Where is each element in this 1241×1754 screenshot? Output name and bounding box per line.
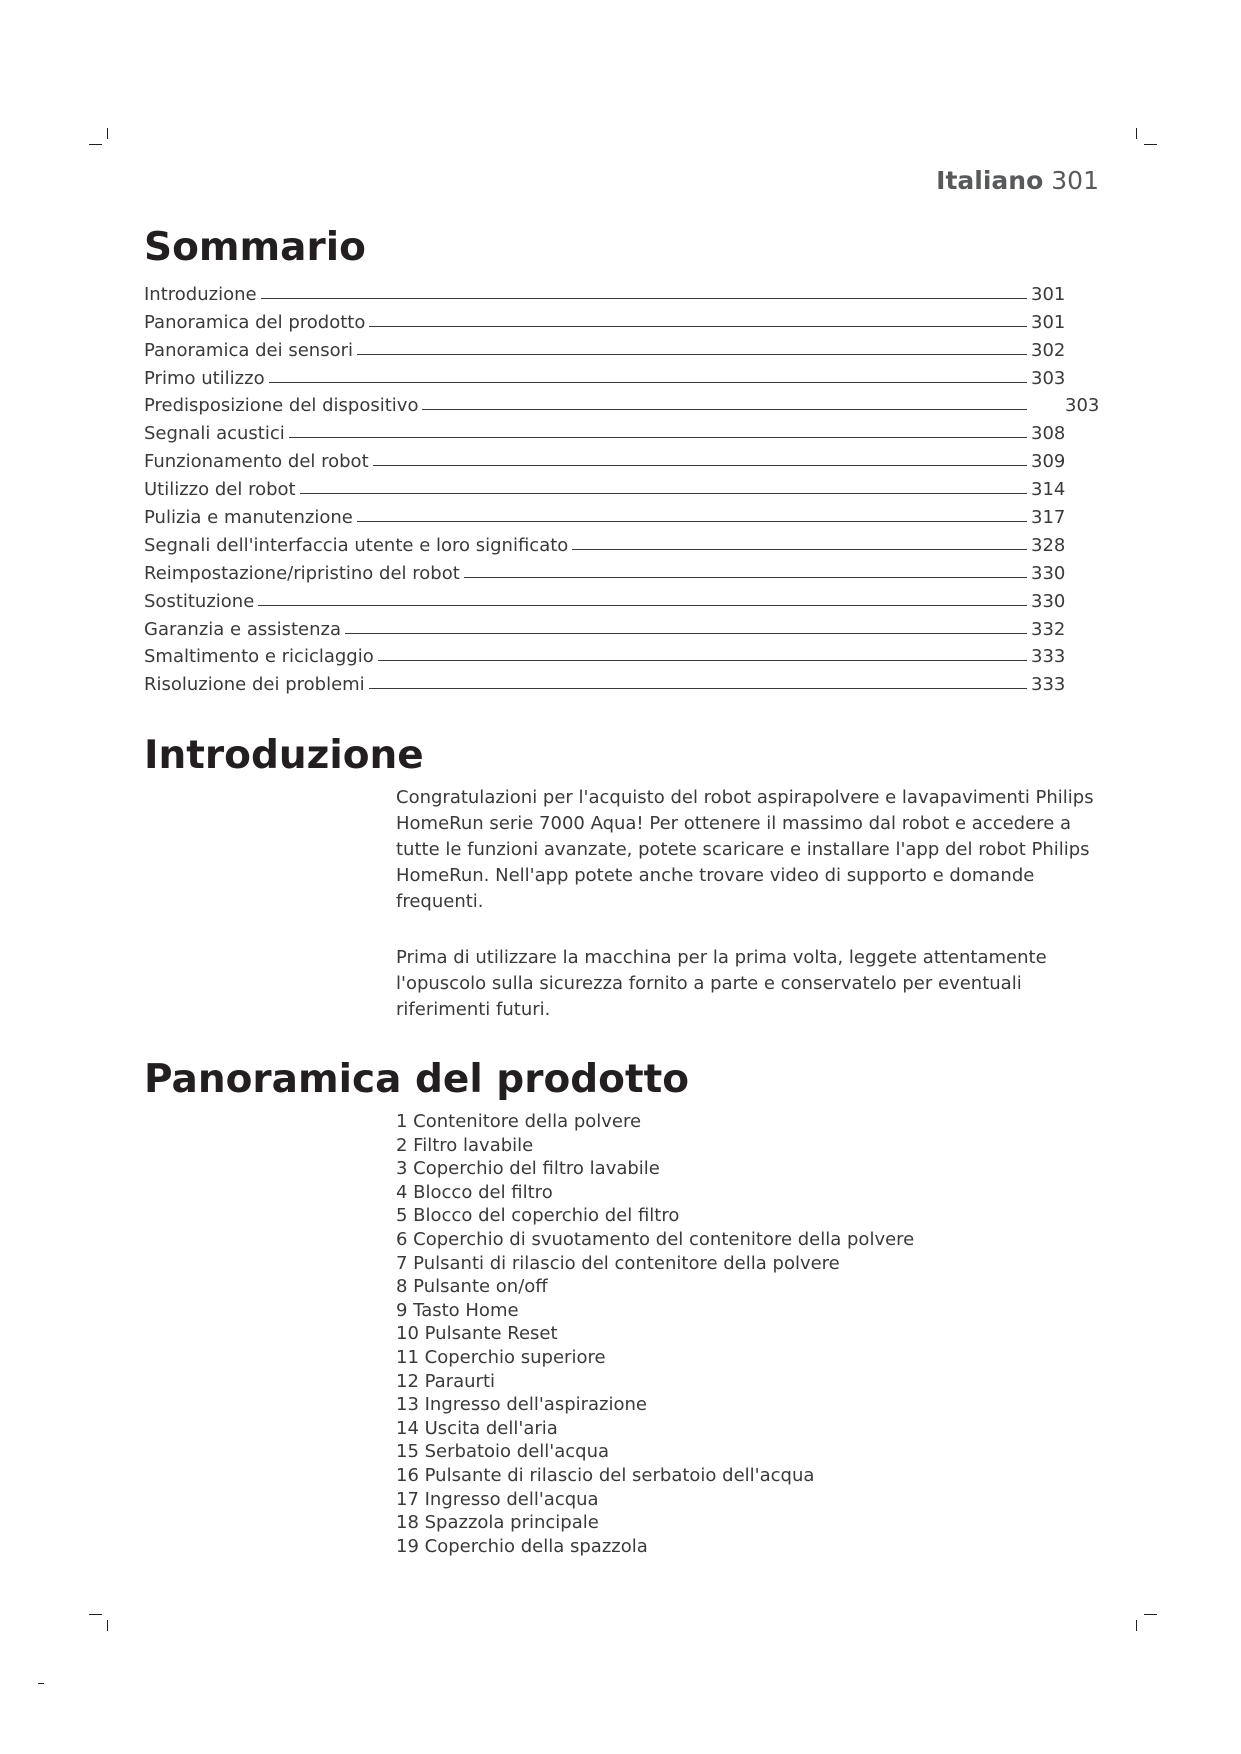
toc-leader-line	[300, 493, 1027, 494]
crop-mark-top-right	[1136, 128, 1137, 139]
toc-leader-line	[345, 633, 1027, 634]
list-item: 8 Pulsante on/off	[396, 1276, 548, 1298]
toc-entry[interactable]	[144, 584, 1069, 612]
intro-title: Introduzione	[144, 733, 424, 778]
toc-entry-page: 328	[1031, 534, 1066, 556]
toc-title: Sommario	[144, 225, 366, 270]
toc-entry-page: 303	[1031, 367, 1066, 389]
toc-entry[interactable]	[144, 667, 1069, 695]
toc-entry-label: Utilizzo del robot	[144, 479, 296, 501]
crop-mark-bottom-left	[107, 1620, 108, 1631]
list-item: 7 Pulsanti di rilascio del contenitore della polvere	[396, 1252, 840, 1274]
toc-entry-page: 333	[1031, 674, 1066, 696]
toc-entry-page: 309	[1031, 451, 1066, 473]
toc-leader-line	[369, 326, 1027, 327]
toc-entry-page: 314	[1031, 479, 1066, 501]
crop-mark-top-right	[1144, 144, 1157, 145]
toc-entry-label: Pulizia e manutenzione	[144, 507, 353, 529]
toc-entry-page: 303	[1065, 395, 1100, 417]
toc-entry[interactable]	[144, 389, 1100, 417]
toc-entry[interactable]	[144, 640, 1069, 668]
toc-entry[interactable]	[144, 612, 1069, 640]
list-item: 4 Blocco del filtro	[396, 1181, 553, 1203]
toc-entry[interactable]	[144, 277, 1069, 305]
crop-mark-bottom-left	[89, 1614, 102, 1615]
toc-entry[interactable]	[144, 472, 1069, 500]
list-item: 19 Coperchio della spazzola	[396, 1535, 648, 1557]
list-item: 9 Tasto Home	[396, 1299, 519, 1321]
toc-entry[interactable]	[144, 556, 1069, 584]
product-parts-list	[396, 1110, 914, 1558]
toc-leader-line	[422, 409, 1027, 410]
toc-leader-line	[378, 660, 1027, 661]
toc-entry-label: Panoramica del prodotto	[144, 311, 366, 333]
toc-entry-label: Introduzione	[144, 283, 257, 305]
list-item: 2 Filtro lavabile	[396, 1134, 534, 1156]
crop-mark-bottom-edge	[38, 1683, 44, 1684]
toc-entry[interactable]	[144, 361, 1069, 389]
list-item: 17 Ingresso dell'acqua	[396, 1488, 599, 1510]
table-of-contents	[144, 277, 1100, 696]
toc-entry-page: 301	[1031, 311, 1066, 333]
toc-entry[interactable]	[144, 528, 1069, 556]
toc-entry-label: Segnali dell'interfaccia utente e loro significato	[144, 534, 569, 556]
intro-paragraph-1: Congratulazioni per l'acquisto del robot aspirapolvere e lavapavimenti Philips HomeRun serie 7000 Aqua! Per ottenere il massimo dal robot e accedere a tutte le funzioni avanzate, potete scaricare e installare l'app del robot Philips HomeRun. Nell'app potete anche trovare video di supporto e domande frequenti.	[396, 787, 1094, 912]
toc-leader-line	[357, 521, 1027, 522]
toc-entry-label: Panoramica dei sensori	[144, 339, 353, 361]
toc-entry-page: 302	[1031, 339, 1066, 361]
toc-entry-label: Segnali acustici	[144, 423, 285, 445]
list-item: 11 Coperchio superiore	[396, 1346, 606, 1368]
toc-entry[interactable]	[144, 305, 1069, 333]
toc-leader-line	[572, 549, 1027, 550]
toc-entry-label: Reimpostazione/ripristino del robot	[144, 562, 460, 584]
list-item: 12 Paraurti	[396, 1370, 495, 1392]
crop-mark-top-left	[89, 144, 102, 145]
list-item: 6 Coperchio di svuotamento del contenitore della polvere	[396, 1228, 915, 1250]
toc-entry-page: 317	[1031, 507, 1066, 529]
crop-mark-bottom-right	[1136, 1620, 1137, 1631]
toc-entry-label: Funzionamento del robot	[144, 451, 369, 473]
list-item: 13 Ingresso dell'aspirazione	[396, 1394, 647, 1416]
list-item: 3 Coperchio del filtro lavabile	[396, 1158, 660, 1180]
toc-leader-line	[357, 354, 1027, 355]
toc-entry[interactable]	[144, 444, 1069, 472]
overview-title: Panoramica del prodotto	[144, 1057, 690, 1102]
list-item: 10 Pulsante Reset	[396, 1323, 558, 1345]
toc-entry-label: Sostituzione	[144, 590, 255, 612]
list-item: 16 Pulsante di rilascio del serbatoio dell'acqua	[396, 1464, 815, 1486]
toc-entry-label: Garanzia e assistenza	[144, 618, 341, 640]
toc-leader-line	[261, 298, 1027, 299]
header-language: Italiano	[936, 166, 1044, 195]
toc-entry-label: Risoluzione dei problemi	[144, 674, 365, 696]
list-item: 1 Contenitore della polvere	[396, 1111, 642, 1132]
toc-entry-label: Smaltimento e riciclaggio	[144, 646, 374, 668]
toc-entry-page: 330	[1031, 562, 1066, 584]
crop-mark-top-left	[107, 128, 108, 139]
toc-leader-line	[258, 605, 1027, 606]
toc-entry[interactable]	[144, 333, 1069, 361]
toc-leader-line	[289, 437, 1027, 438]
crop-mark-bottom-right	[1144, 1614, 1157, 1615]
toc-entry-label: Primo utilizzo	[144, 367, 265, 389]
toc-entry[interactable]	[144, 416, 1069, 444]
header-page-number: 301	[1051, 166, 1099, 195]
list-item: 14 Uscita dell'aria	[396, 1417, 558, 1439]
toc-leader-line	[464, 577, 1027, 578]
list-item: 18 Spazzola principale	[396, 1512, 599, 1534]
toc-entry-page: 301	[1031, 283, 1066, 305]
toc-entry-page: 330	[1031, 590, 1066, 612]
page-header	[936, 166, 1099, 196]
toc-entry[interactable]	[144, 500, 1069, 528]
toc-leader-line	[373, 465, 1027, 466]
toc-entry-label: Predisposizione del dispositivo	[144, 395, 419, 417]
intro-paragraph-2: Prima di utilizzare la macchina per la prima volta, leggete attentamente l'opuscolo sulla sicurezza fornito a parte e conservatelo per eventuali riferimenti futuri.	[396, 947, 1047, 1020]
list-item: 15 Serbatoio dell'acqua	[396, 1441, 610, 1463]
toc-entry-page: 308	[1031, 423, 1066, 445]
toc-leader-line	[369, 688, 1027, 689]
toc-leader-line	[269, 382, 1027, 383]
list-item: 5 Blocco del coperchio del filtro	[396, 1205, 680, 1227]
toc-entry-page: 332	[1031, 618, 1066, 640]
toc-entry-page: 333	[1031, 646, 1066, 668]
